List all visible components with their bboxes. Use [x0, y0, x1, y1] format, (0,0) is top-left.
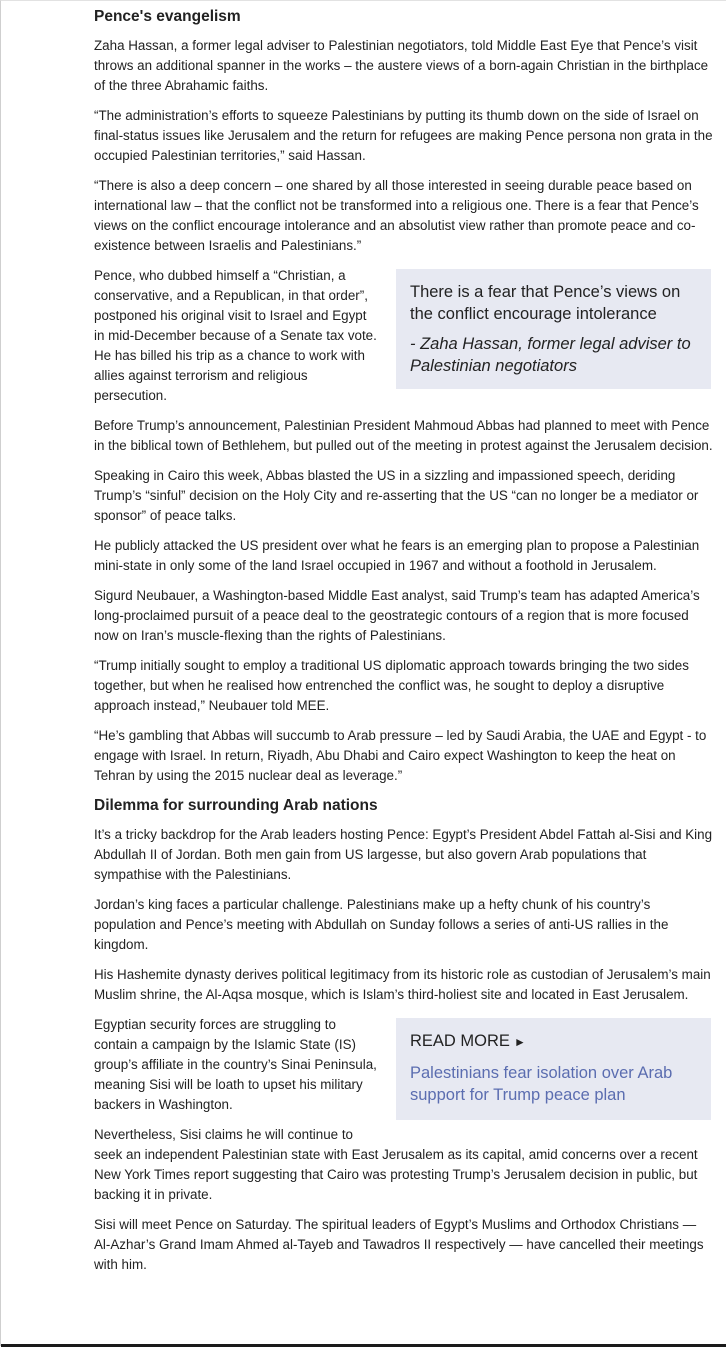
play-arrow-icon: ►: [513, 1035, 526, 1049]
paragraph: Sigurd Neubauer, a Washington-based Middle East analyst, said Trump’s team has adapted America’s long-proclaimed pursuit of a peace deal to the geostrategic contours of a region that is more focused now on Iran’s muscle-flexing than the rights of Palestinians.: [94, 588, 700, 643]
pull-quote-text: There is a fear that Pence’s views on the conflict encourage intolerance: [410, 283, 681, 323]
paragraph: “There is also a deep concern – one shared by all those interested in seeing durable peace based on international law – that the conflict not be transformed into a religious one. There is a fear that Pence’s views on the conflict encourage intolerance and an absolutist view rather than promote peace and co-existence between Israelis and Palestinians.”: [94, 178, 699, 253]
pull-quote: [396, 269, 711, 389]
section-heading-pence-evangelism: Pence's evangelism: [94, 8, 241, 25]
section-heading-arab-nations: Dilemma for surrounding Arab nations: [94, 797, 378, 814]
article-body: [94, 7, 714, 1285]
read-more-link[interactable]: Palestinians fear isolation over Arab support for Trump peace plan: [410, 1064, 673, 1104]
paragraph: “He’s gambling that Abbas will succumb to Arab pressure – led by Saudi Arabia, the UAE and Egypt - to engage with Israel. In return, Riyadh, Abu Dhabi and Cairo expect Washington to keep the heat on Tehran by using the 2015 nuclear deal as leverage.”: [94, 728, 707, 783]
read-more-label: [410, 1030, 697, 1053]
read-more-box: [396, 1018, 711, 1120]
paragraph: It’s a tricky backdrop for the Arab leaders hosting Pence: Egypt’s President Abdel Fattah al-Sisi and King Abdullah II of Jordan. Both men gain from US largesse, but also govern Arab populations that sympathise with the Palestinians.: [94, 827, 713, 882]
paragraph: “The administration’s efforts to squeeze Palestinians by putting its thumb down on the side of Israel on final-status issues like Jerusalem and the return for refugees are making Pence persona non grata in the occupied Palestinian territories,” said Hassan.: [94, 108, 713, 163]
read-more-text: READ MORE: [410, 1032, 510, 1050]
paragraph: Pence, who dubbed himself a “Christian, a conservative, and a Republican, in that order”, postponed his original visit to Israel and Egypt in mid-December because of a Senate tax vote. He has billed his trip as a chance to work with allies against terrorism and religious persecution.: [94, 268, 377, 403]
paragraph: Egyptian security forces are struggling to contain a campaign by the Islamic State (IS) group’s affiliate in the country’s Sinai Peninsula, meaning Sisi will be loath to upset his military backers in Washington.: [94, 1017, 377, 1112]
paragraph: Speaking in Cairo this week, Abbas blasted the US in a sizzling and impassioned speech, deriding Trump’s “sinful” decision on the Holy City and re-asserting that the US “can no longer be a mediator or sponsor” of peace talks.: [94, 468, 699, 523]
paragraph: Nevertheless, Sisi claims he will continue to seek an independent Palestinian state with East Jerusalem as its capital, amid concerns over a recent New York Times report suggesting that Cairo was protesting Trump’s Jerusalem decision in public, but backing it in private.: [94, 1127, 698, 1202]
paragraph: His Hashemite dynasty derives political legitimacy from its historic role as custodian of Jerusalem’s main Muslim shrine, the Al-Aqsa mosque, which is Islam’s third-holiest site and located in East Jerusalem.: [94, 967, 711, 1002]
paragraph: Zaha Hassan, a former legal adviser to Palestinian negotiators, told Middle East Eye that Pence’s visit throws an additional spanner in the works – the austere views of a born-again Christian in the birthplace of the three Abrahamic faiths.: [94, 38, 709, 93]
paragraph: Before Trump’s announcement, Palestinian President Mahmoud Abbas had planned to meet with Pence in the biblical town of Bethlehem, but pulled out of the meeting in protest against the Jerusalem decision.: [94, 418, 713, 453]
paragraph: Sisi will meet Pence on Saturday. The spiritual leaders of Egypt’s Muslims and Orthodox Christians — Al-Azhar’s Grand Imam Ahmed al-Tayeb and Tawadros II respectively — have cancelled their meetings with him.: [94, 1217, 704, 1272]
paragraph: He publicly attacked the US president over what he fears is an emerging plan to propose a Palestinian mini-state in only some of the land Israel occupied in 1967 and without a foothold in Jerusalem.: [94, 538, 700, 573]
paragraph: “Trump initially sought to employ a traditional US diplomatic approach towards bringing the two sides together, but when he realised how entrenched the conflict was, he sought to deploy a disruptive approach instead,” Neubauer told MEE.: [94, 658, 689, 713]
pull-quote-attribution: - Zaha Hassan, former legal adviser to Palestinian negotiators: [410, 335, 691, 375]
paragraph: Jordan’s king faces a particular challenge. Palestinians make up a hefty chunk of his country’s population and Pence’s meeting with Abdullah on Sunday follows a series of anti-US rallies in the kingdom.: [94, 897, 669, 952]
